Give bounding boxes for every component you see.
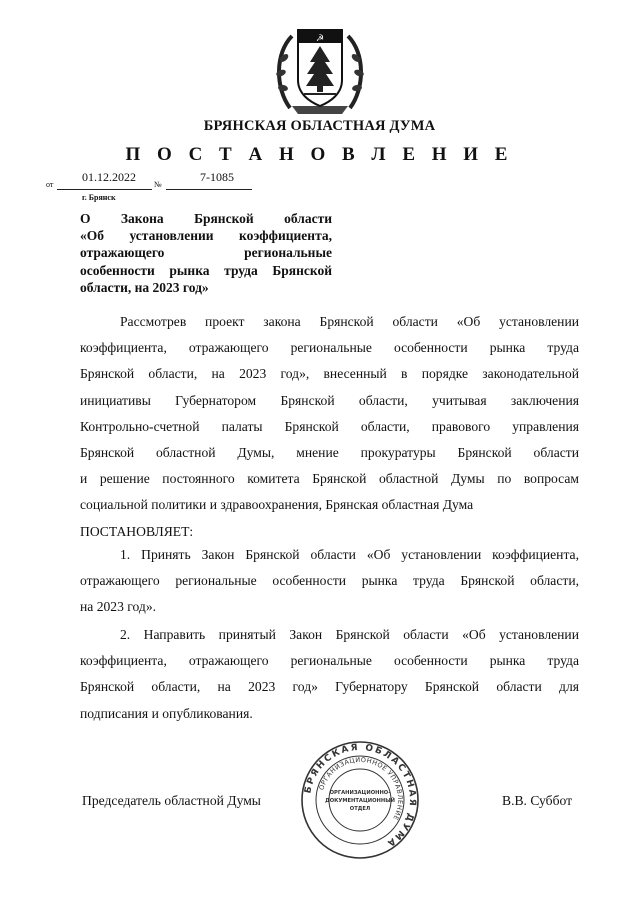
text-line: Брянской области, на 2023 год», внесенный в порядке законодательной bbox=[80, 366, 579, 382]
date-underline bbox=[57, 189, 152, 190]
document-number: 7-1085 bbox=[200, 170, 234, 184]
number-label: № bbox=[154, 180, 162, 189]
text-line: подписания и опубликования. bbox=[80, 705, 253, 721]
text-line: Брянской областной Думы, мнение прокуратуры Брянской области bbox=[80, 445, 579, 461]
subject-line: отражающего региональные bbox=[80, 245, 332, 261]
subject-line: О Закона Брянской области bbox=[80, 211, 332, 226]
text-line: на 2023 год». bbox=[80, 599, 157, 615]
text-line: коэффициента, отражающего региональные особенности рынка труда bbox=[80, 653, 579, 669]
text-line: отражающего региональные особенности рынка труда Брянской области, bbox=[80, 573, 579, 589]
text-line: инициативы Губернатором Брянской области, учитывая заключения bbox=[80, 392, 579, 408]
city: г. Брянск bbox=[82, 193, 116, 202]
subject-line: «Об установлении коэффициента, bbox=[80, 228, 332, 244]
text-line: Брянской области, на 2023 год» Губернатору Брянской области для bbox=[80, 679, 579, 695]
svg-text:☭: ☭ bbox=[315, 33, 325, 43]
text-line: 2. Направить принятый Закон Брянской области «Об установлении bbox=[120, 627, 579, 642]
text-line: коэффициента, отражающего региональные особенности рынка труда bbox=[80, 340, 579, 356]
subject-line: особенности рынка труда Брянской bbox=[80, 262, 332, 278]
text-line: Рассмотрев проект закона Брянской области «Об установлении bbox=[120, 314, 579, 329]
resolution-item-2 bbox=[80, 622, 579, 727]
number-underline bbox=[166, 189, 252, 190]
text-line: и решение постоянного комитета Брянской областной Думы по вопросам bbox=[80, 471, 579, 487]
signatory-name: В.В. Суббот bbox=[502, 793, 573, 808]
stamp-outer-text: БРЯНСКАЯ ОБЛАСТНАЯ ДУМА bbox=[303, 742, 418, 849]
preamble-paragraph bbox=[80, 309, 579, 545]
subject-line: области, на 2023 год» bbox=[80, 279, 209, 295]
resolves-word: ПОСТАНОВЛЯЕТ: bbox=[80, 523, 194, 539]
coat-of-arms-icon bbox=[270, 18, 370, 118]
stamp-center-line2: ДОКУМЕНТАЦИОННЫЙ bbox=[325, 798, 395, 804]
organization-name: БРЯНСКАЯ ОБЛАСТНАЯ ДУМА bbox=[203, 118, 436, 134]
text-line: Контрольно-счетной палаты Брянской области, правового управления bbox=[80, 418, 579, 434]
stamp-center-line3: ОТДЕЛ bbox=[349, 806, 371, 812]
date-label: от bbox=[46, 180, 54, 189]
document-date: 01.12.2022 bbox=[82, 170, 136, 184]
stamp-inner-text: ОРГАНИЗАЦИОННОЕ УПРАВЛЕНИЕ bbox=[317, 755, 405, 822]
stamp-center-line1: ОРГАНИЗАЦИОННО- bbox=[329, 790, 391, 796]
text-line: 1. Принять Закон Брянской области «Об установлении коэффициента, bbox=[120, 547, 579, 562]
document-subject bbox=[80, 210, 332, 296]
text-line: социальной политики и здравоохранения, Брянская областная Дума bbox=[80, 497, 474, 513]
resolution-item-1 bbox=[80, 542, 579, 621]
document-type-title: П О С Т А Н О В Л Е Н И Е bbox=[125, 144, 514, 165]
signatory-position: Председатель областной Думы bbox=[82, 793, 261, 808]
official-stamp-icon bbox=[300, 740, 420, 860]
